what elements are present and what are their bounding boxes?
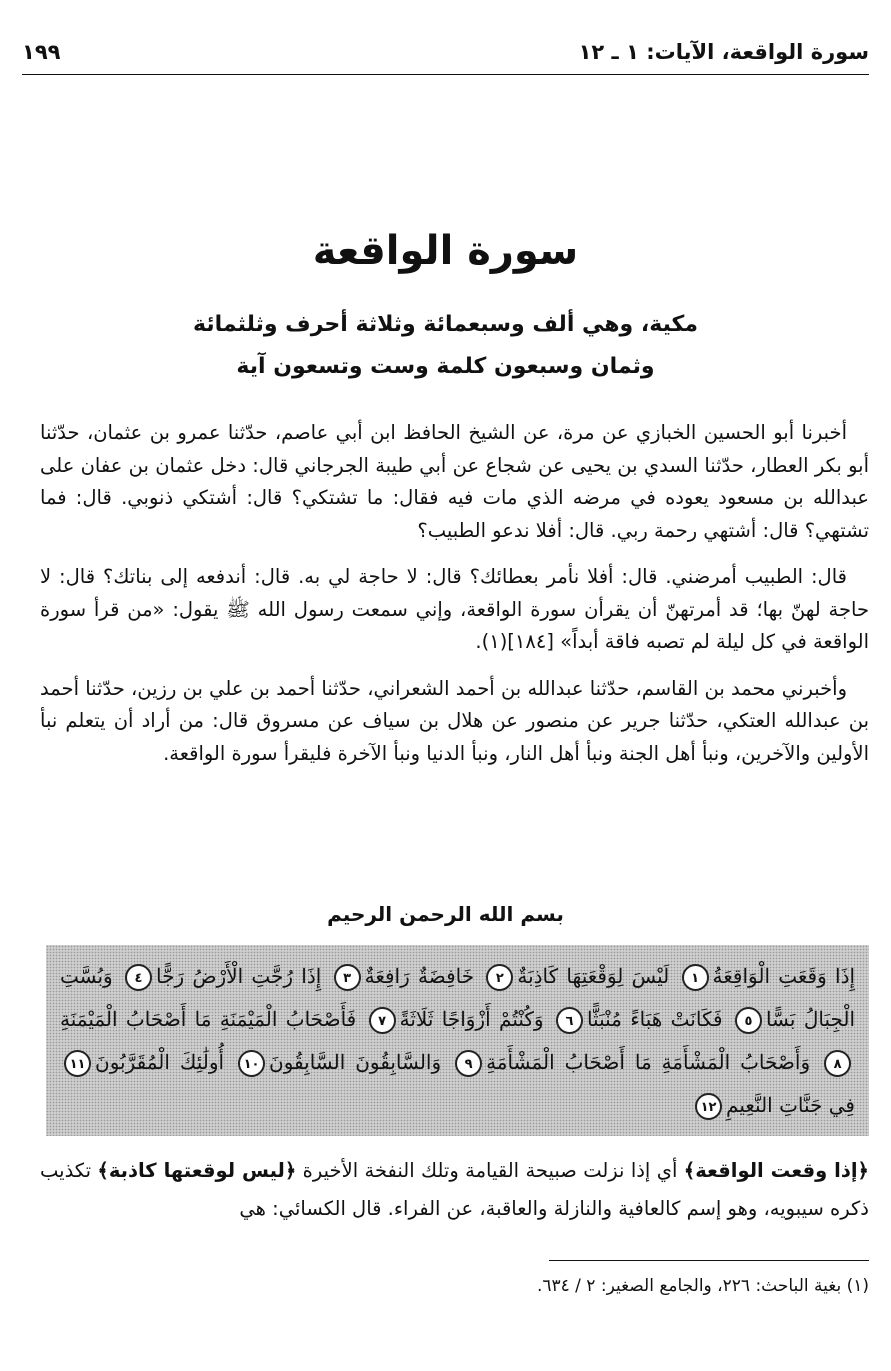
basmala: بسم الله الرحمن الرحيم [327, 902, 564, 926]
verse-text: وَالسَّابِقُونَ السَّابِقُونَ [269, 1050, 442, 1074]
paragraph-3: وأخبرني محمد بن القاسم، حدّثنا عبدالله بن أحمد الشعراني، حدّثنا أحمد بن علي بن رزين، حدّثنا أحمد بن عبدالله العتكي، حدّثنا جرير عن منصور عن هلال بن سياف عن مسروق قال: من أراد أن يتعلم نبأ الأولين والآخرين، ونبأ أهل الجنة ونبأ أهل النار، ونبأ الدنيا ونبأ الآخرة فليقرأ سورة الواقعة. [40, 676, 869, 765]
paragraph-1: أخبرنا أبو الحسين الخبازي عن مرة، عن الشيخ الحافظ ابن أبي عاصم، حدّثنا عمرو بن عثمان، حدّثنا أبو بكر العطار، حدّثنا السدي بن يحيى عن شجاع عن أبي طيبة الجرجاني قال: دخل عثمان بن عفان على عبدالله بن مسعود يعوده في مرضه الذي مات فيه فقال: ما تشتكي؟ قال: أشتكي ذنوبي. قال: فما تشتهي؟ قال: أشتهي رحمة ربي. قال: أفلا ندعو الطبيب؟ [40, 421, 869, 542]
verse-text: وَكُنْتُمْ أَزْوَاجًا ثَلَاثَةً [399, 1007, 544, 1031]
commentary-fragment: تكذيب ذكره سيبويه، وهو إسم كالعافية والنازلة والعاقبة، عن الفراء. قال الكسائي: هي [40, 1159, 869, 1220]
verse-text: فَكَانَتْ هَبَاءً مُنْبَثًّا [586, 1007, 723, 1031]
verse-number-marker: ١١ [64, 1050, 91, 1077]
verse-number-marker: ١٠ [238, 1050, 265, 1077]
surah-intro [60, 304, 831, 388]
footnote: (١) بغية الباحث: ٢٢٦، والجامع الصغير: ٢ / ٦٣٤. [536, 1276, 869, 1296]
verse-number-marker: ٣ [334, 964, 361, 991]
paragraph-2: قال: الطبيب أمرضني. قال: أفلا نأمر بعطائك؟ قال: لا حاجة لي به. قال: أندفعه إلى بناتك؟ قال: لا حاجة لهنّ بها؛ قد أمرتهنّ أن يقرأن سورة الواقعة، وإني سمعت رسول الله ﷺ يقول: «من قرأ سورة الواقعة في كل ليلة لم تصبه فاقة أبداً» [١٨٤](١). [40, 565, 869, 653]
verse-number-marker: ٦ [556, 1007, 583, 1034]
surah-title: سورة الواقعة [312, 228, 579, 274]
quran-verses-box [46, 945, 869, 1136]
verse-number-marker: ٧ [369, 1007, 396, 1034]
footnote-divider [549, 1260, 869, 1261]
verse-number-marker: ٢ [486, 964, 513, 991]
verse-text: وَأَصْحَابُ الْمَشْأَمَةِ مَا أَصْحَابُ الْمَشْأَمَةِ [486, 1050, 811, 1074]
verse-text: وَبُسَّتِ الْجِبَالُ بَسًّا [60, 964, 856, 1031]
page-number: ١٩٩ [22, 40, 61, 64]
verse-text: لَيْسَ لِوَقْعَتِهَا كَاذِبَةٌ [517, 964, 670, 988]
commentary-fragment: أي إذا نزلت صبيحة القيامة وتلك النفخة الأخيرة [296, 1159, 684, 1182]
running-header [22, 30, 869, 75]
running-title: سورة الواقعة، الآيات: ١ ـ ١٢ [578, 40, 869, 64]
verse-number-marker: ٥ [735, 1007, 762, 1034]
commentary-text [40, 1152, 869, 1228]
verse-number-marker: ٨ [824, 1050, 851, 1077]
verse-text: فَأَصْحَابُ الْمَيْمَنَةِ مَا أَصْحَابُ الْمَيْمَنَةِ [60, 1007, 357, 1031]
quoted-verse: ﴿إذا وقعت الواقعة﴾ [683, 1159, 869, 1182]
verse-number-marker: ١ [682, 964, 709, 991]
verse-text: إِذَا رُجَّتِ الْأَرْضُ رَجًّا [155, 964, 322, 988]
verse-text: فِي جَنَّاتِ النَّعِيمِ [726, 1093, 855, 1117]
body-text [40, 417, 869, 784]
verse-text: خَافِضَةٌ رَافِعَةٌ [364, 964, 475, 988]
verse-number-marker: ١٢ [695, 1093, 722, 1120]
verse-number-marker: ٤ [125, 964, 152, 991]
quoted-verse: ﴿ليس لوقعتها كاذبة﴾ [97, 1159, 297, 1182]
verse-number-marker: ٩ [455, 1050, 482, 1077]
intro-line-1: مكية، وهي ألف وسبعمائة وثلاثة أحرف وثلثمائة [193, 312, 698, 337]
verse-text: إِذَا وَقَعَتِ الْوَاقِعَةُ [712, 964, 856, 988]
verse-text: أُولَٰئِكَ الْمُقَرَّبُونَ [95, 1050, 225, 1074]
intro-line-2: وثمان وسبعون كلمة وست وتسعون آية [236, 354, 655, 379]
